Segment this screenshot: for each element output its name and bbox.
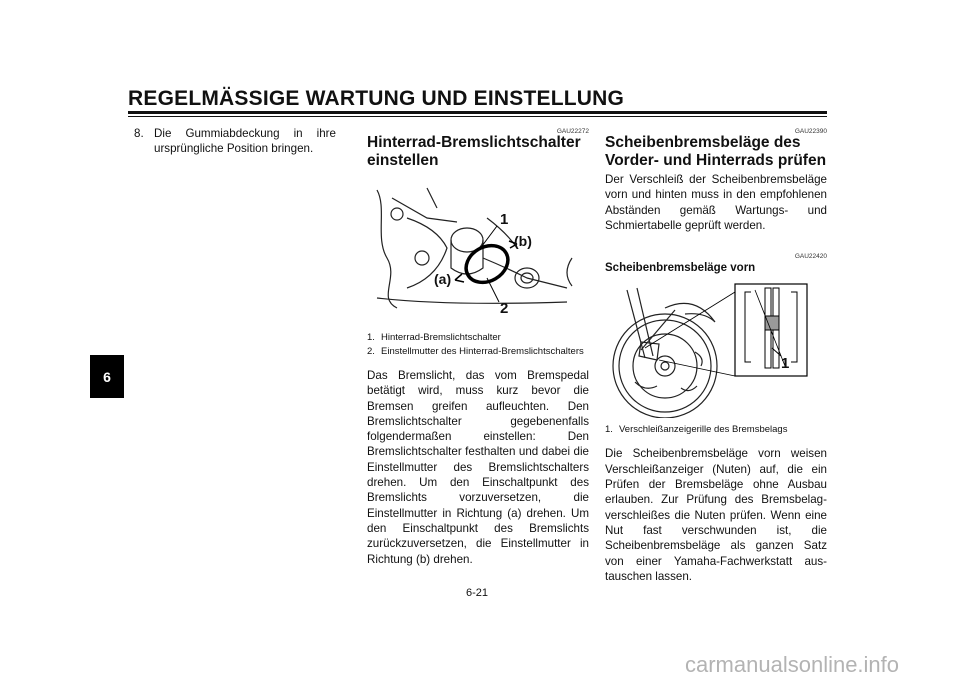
figure-label-1: 1 [500, 211, 509, 228]
step-number: 8. [134, 127, 144, 140]
caption-number: 1. [605, 424, 613, 436]
section-code: GAU22390 [794, 128, 827, 135]
caption-number: 2. [367, 346, 375, 357]
front-brake-figure [605, 282, 827, 418]
column-middle [367, 124, 589, 567]
section-body: Das Bremslicht, das vom Bremspedal betätigt wird, muss kurz bevor die Bremsen greifen aufleuchten. Den Bremslichtschalter gegebenenfalls folgendermaßen einstellen: Den Bremslichtschalter festhalten und dabei die Einstellmutter des Bremslichtschalters drehen. Um den Einschaltpunkt des Bremslichts vorzuversetzen, die Einstellmutter in Richtung (a) drehen. Um den Einschaltpunkt des Bremslichts zurückzuversetzen, die Einstellmutter in Richtung (b) drehen. [367, 369, 589, 566]
header-rule-thick [128, 111, 827, 114]
caption-text: Verschleißanzeigerille des Bremsbelags [619, 424, 788, 436]
header-rule-thin [128, 116, 827, 117]
step-item [134, 126, 336, 157]
subsection-code: GAU22420 [794, 253, 827, 261]
section-intro: Der Verschleiß der Scheibenbremsbeläge vorn und hinten muss in den empfohlenen Abständen gemäß Wartungs- und Schmiertabelle geprüft werden. [605, 173, 827, 232]
caption-text: Hinterrad-Bremslichtschalter [381, 332, 501, 343]
section-heading: Hinterrad-Bremslichtschalter einstellen [367, 134, 581, 169]
subsection-heading: Scheibenbremsbeläge vorn [605, 262, 756, 275]
chapter-tab[interactable] [90, 355, 124, 398]
figure-label-b: (b) [514, 233, 532, 249]
brake-switch-illustration [367, 178, 589, 320]
front-brake-illustration [605, 282, 827, 418]
column-right [605, 124, 827, 584]
caption-item [367, 332, 589, 344]
page-number: 6-21 [466, 587, 489, 599]
figure-label-2: 2 [500, 300, 509, 317]
figure-captions [605, 424, 827, 436]
section-body: Die Scheibenbremsbeläge vorn weisen Verschleißanzeiger (Nuten) auf, die ein Prüfen der Bremsbeläge ohne Ausbau erlauben. Zur Prüfung des Bremsbelag-verschleißes die Nuten prüfen. Wenn eine Nut fast verschwunden ist, die Scheibenbremsbeläge als ganzen Satz von einer Yamaha-Fachwerkstatt aus-tauschen lassen. [605, 447, 827, 583]
caption-number: 1. [367, 332, 375, 343]
step-text: Die Gummiabdeckung in ihre ursprüngliche Position bringen. [154, 127, 336, 156]
page-title: REGELMÄSSIGE WARTUNG UND EINSTELLUNG [128, 87, 625, 110]
section-code: GAU22272 [556, 128, 589, 135]
chapter-tab-label: 6 [103, 368, 111, 385]
watermark: carmanualsonline.info [685, 652, 900, 677]
figure-captions [367, 332, 589, 358]
caption-item [605, 424, 827, 436]
section-heading: Scheibenbremsbeläge des Vorder- und Hinterrads prüfen [605, 134, 827, 169]
caption-item [367, 346, 589, 358]
caption-text: Einstellmutter des Hinterrad-Bremslichtschalters [381, 346, 584, 357]
figure-label-a: (a) [434, 271, 452, 287]
brake-switch-figure [367, 178, 589, 320]
column-left [134, 126, 336, 157]
figure-label-1: 1 [781, 355, 790, 373]
